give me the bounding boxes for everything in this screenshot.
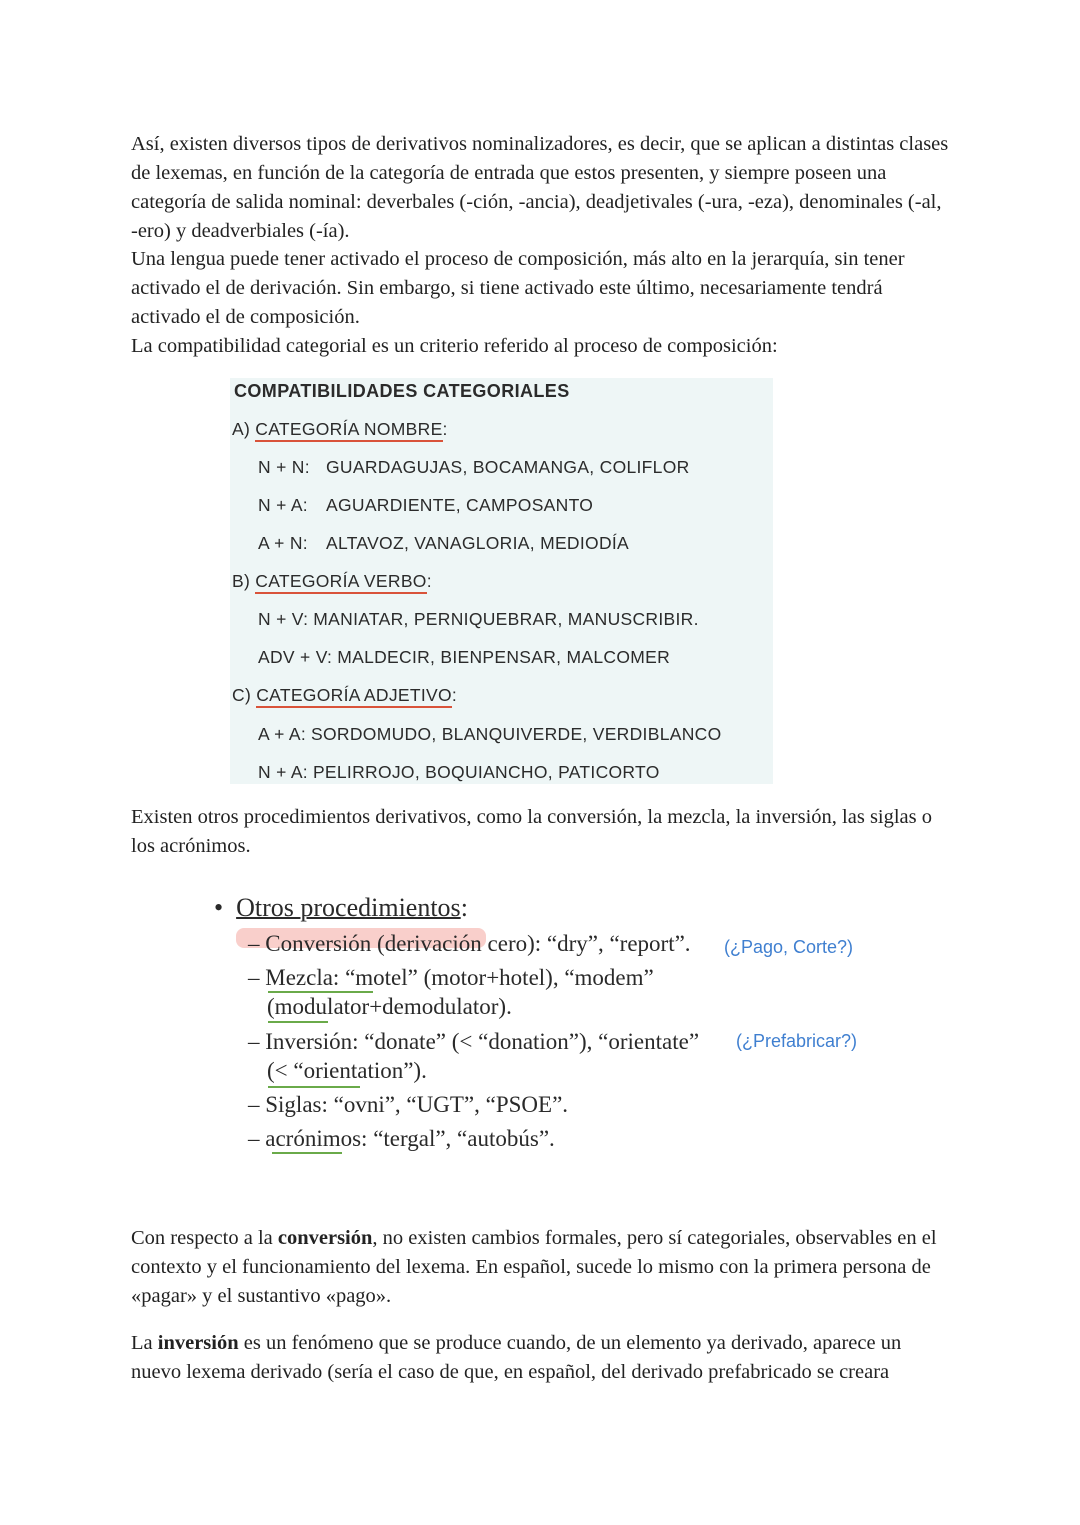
compound-row (258, 762, 660, 783)
annotation-note: (¿Pago, Corte?) (724, 937, 854, 957)
compound-row (258, 457, 690, 478)
procedures-title-text: Otros procedimientos (236, 893, 461, 922)
bold-term: conversión (277, 1227, 373, 1249)
compound-examples: SORDOMUDO, BLANQUIVERDE, VERDIBLANCO (311, 724, 722, 744)
green-underline (268, 1021, 328, 1023)
green-underline (272, 1152, 342, 1154)
procedure-item-acronimos: – acrónimos: “tergal”, “autobús”. (248, 1126, 555, 1151)
paragraph-inversion (131, 1329, 951, 1387)
procedure-item-conversion: – Conversión (derivación cero): “dry”, “report”. (248, 931, 691, 956)
compound-row (258, 724, 722, 745)
paragraph-compatibilidad: La compatibilidad categorial es un criterio referido al proceso de composición: (131, 335, 778, 357)
figure-title: COMPATIBILIDADES CATEGORIALES (234, 381, 570, 401)
colon: : (426, 571, 432, 591)
section-letter: B) (232, 571, 256, 591)
compound-row (258, 495, 593, 516)
paragraph-nominalizadores: Así, existen diversos tipos de derivativos nominalizadores, es decir, que se aplican a distintas clases de lexemas, en función de la categoría de entrada que estos presenten, y siempre poseen una categoría de salida nominal: deverbales (-ción, -ancia), deadjetivales (-ura, -eza), denominales (-al, -ero) y deadverbiales (-ía). (131, 133, 949, 242)
category-noun-heading (232, 419, 448, 440)
green-underline (268, 991, 373, 993)
compound-pattern: N + A: (258, 495, 308, 515)
colon: : (442, 419, 448, 439)
section-title: CATEGORÍA VERBO (255, 571, 426, 594)
text-run: es un fenómeno que se produce cuando, de un elemento ya derivado, aparece un nuevo lexema derivado (sería el caso de que, en español, del derivado prefabricado se creara (131, 1332, 902, 1383)
section-letter: C) (232, 685, 257, 705)
green-underline (268, 1086, 360, 1088)
category-adjective-heading (232, 685, 457, 706)
compound-examples: AGUARDIENTE, CAMPOSANTO (326, 495, 594, 515)
procedure-item-inversion-cont: (< “orientation”). (267, 1058, 427, 1083)
compound-row (258, 609, 699, 630)
compound-pattern: A + A: (258, 724, 307, 744)
compound-pattern: N + A: (258, 762, 308, 782)
section-title: CATEGORÍA NOMBRE (255, 419, 442, 442)
compound-examples: MANIATAR, PERNIQUEBRAR, MANUSCRIBIR. (313, 609, 699, 629)
section-title: CATEGORÍA ADJETIVO (256, 685, 452, 708)
compound-pattern: A + N: (258, 533, 308, 553)
procedures-title (214, 893, 468, 923)
text-run: , no existen cambios formales, pero sí categoriales, observables en el contexto y el funcionamiento del lexema. En español, sucede lo mismo con la primera persona de «pagar» y el sustantivo «pago». (131, 1227, 937, 1307)
section-letter: A) (232, 419, 256, 439)
colon: : (451, 685, 458, 705)
category-verb-heading (232, 571, 432, 592)
annotation-note: (¿Prefabricar?) (736, 1031, 858, 1051)
bold-term: inversión (157, 1332, 239, 1354)
paragraph-conversion (131, 1224, 951, 1311)
compound-row (258, 647, 670, 668)
text-run: La (131, 1332, 158, 1354)
compound-examples: GUARDAGUJAS, BOCAMANGA, COLIFLOR (326, 457, 690, 477)
other-procedures-figure (210, 890, 890, 1170)
paragraph-composicion: Una lengua puede tener activado el proceso de composición, más alto en la jerarquía, sin tener activado el de derivación. Sin embargo, si tiene activado este último, necesariamente tendrá activado el de composición. (131, 248, 905, 328)
procedure-item-inversion: – Inversión: “donate” (< “donation”), “orientate” (248, 1029, 700, 1054)
text-run: Con respecto a la (131, 1227, 278, 1249)
procedure-item-mezcla: – Mezcla: “motel” (motor+hotel), “modem” (248, 965, 654, 990)
procedure-item-siglas: – Siglas: “ovni”, “UGT”, “PSOE”. (248, 1092, 569, 1117)
colon: : (460, 893, 468, 922)
compound-examples: ALTAVOZ, VANAGLORIA, MEDIODÍA (326, 533, 630, 553)
paragraph-otros-procedimientos: Existen otros procedimientos derivativos, como la conversión, la mezcla, la inversión, las siglas o los acrónimos. (131, 806, 933, 857)
compound-pattern: N + V: (258, 609, 309, 629)
compatibilities-figure (230, 378, 773, 784)
procedure-item-mezcla-cont: (modulator+demodulator). (267, 994, 512, 1019)
compound-examples: MALDECIR, BIENPENSAR, MALCOMER (337, 647, 671, 667)
compound-examples: PELIRROJO, BOQUIANCHO, PATICORTO (312, 762, 660, 782)
compound-row (258, 533, 629, 554)
compound-pattern: N + N: (258, 457, 310, 477)
bullet-icon: • (214, 893, 224, 922)
compound-pattern: ADV + V: (258, 647, 333, 667)
